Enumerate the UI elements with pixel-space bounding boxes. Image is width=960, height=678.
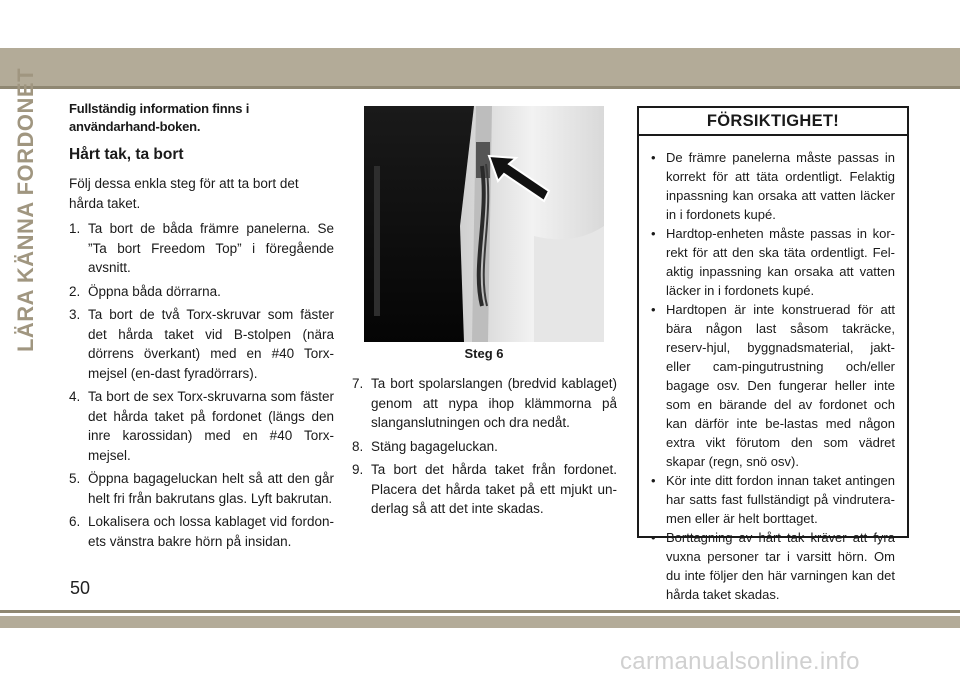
step-6 bbox=[69, 512, 334, 551]
step-7 bbox=[352, 374, 617, 433]
bullet-icon: • bbox=[651, 302, 656, 317]
step-1 bbox=[69, 219, 334, 278]
bottom-band-rule bbox=[0, 610, 960, 613]
step-text: Ta bort spolarslangen (bredvid kablaget) genom att nypa ihop klämmorna på slanganslutningen och dra nedåt. bbox=[371, 376, 617, 430]
bullet-icon: • bbox=[651, 226, 656, 241]
page-number: 50 bbox=[70, 578, 91, 598]
bottom-decorative-band bbox=[0, 616, 960, 628]
vehicle-interior-illustration bbox=[364, 106, 604, 342]
step-9 bbox=[352, 460, 617, 519]
step-5 bbox=[69, 469, 334, 508]
step-text: Ta bort de sex Torx-skruvarna som fäster det hårda taket på fordonet (längs den inre karossidan) med en #40 Torx-mejsel. bbox=[88, 389, 334, 463]
section-side-tab-label: LÄRA KÄNNA FORDONET bbox=[13, 67, 39, 353]
caution-list bbox=[639, 136, 907, 604]
step-text: Ta bort de båda främre panelerna. Se ”Ta bort Freedom Top” i föregående avsnitt. bbox=[88, 221, 334, 275]
top-band-rule bbox=[0, 86, 960, 89]
step-2 bbox=[69, 282, 334, 302]
left-column bbox=[69, 100, 334, 551]
bullet-icon: • bbox=[651, 530, 656, 545]
caution-item-text: Kör inte ditt fordon innan taket antingen har satts fast fullständigt på vindrutera-men eller är helt borttaget. bbox=[666, 473, 895, 526]
caution-item bbox=[651, 471, 895, 528]
caution-item bbox=[651, 528, 895, 604]
step-number: 6. bbox=[69, 514, 81, 529]
intro-paragraph: Följ dessa enkla steg för att ta bort det hårda taket. bbox=[69, 176, 299, 211]
middle-column bbox=[352, 370, 617, 519]
caution-item bbox=[651, 224, 895, 300]
bullet-icon: • bbox=[651, 473, 656, 488]
step-text: Öppna båda dörrarna. bbox=[88, 283, 221, 299]
section-side-tab bbox=[8, 67, 44, 353]
step-4 bbox=[69, 387, 334, 465]
step-number: 5. bbox=[69, 471, 81, 486]
watermark: carmanualsonline.info bbox=[620, 648, 860, 675]
section-heading: Hårt tak, ta bort bbox=[69, 146, 184, 163]
step-text: Lokalisera och lossa kablaget vid fordon-ets vänstra bakre hörn på insidan. bbox=[88, 514, 334, 549]
step-8 bbox=[352, 437, 617, 457]
caution-item-text: Hardtop-enheten måste passas in kor-rekt för att den ska täta ordentligt. Fel-aktig inpassning kan orsaka att vatten läcker in i fordonets kupé. bbox=[666, 226, 895, 298]
step-number: 7. bbox=[352, 376, 364, 391]
step-text: Ta bort de två Torx-skruvar som fäster det hårda taket vid B-stolpen (nära dörrens överkant) med en #40 Torx-mejsel (en-dast fyradörrars). bbox=[88, 307, 334, 381]
step-number: 4. bbox=[69, 389, 81, 404]
step-text: Öppna bagageluckan helt så att den går helt fri från bakrutans glas. Lyft bakrutan. bbox=[88, 471, 334, 506]
step-3 bbox=[69, 305, 334, 383]
step-number: 2. bbox=[69, 283, 81, 299]
caution-item-text: Hardtopen är inte konstruerad för att bära någon last såsom takräcke, reserv-hjul, byggnadsmaterial, jakt- eller cam-pingutrustning och/eller bagage osv. Den fungerar heller inte som en bärande del av fordonet och kan därför inte be-lastas med någon extra vikt förutom den som vädret skapar (regn, snö osv). bbox=[666, 302, 895, 469]
caution-box bbox=[637, 106, 909, 602]
caution-item-text: De främre panelerna måste passas in korrekt för att täta ordentligt. Felaktig inpassning kan orsaka att vatten läcker in i fordonets kupé. bbox=[666, 150, 895, 222]
intro-note: Fullständig information finns i användarhand-boken. bbox=[69, 101, 250, 134]
bullet-icon: • bbox=[651, 150, 656, 165]
step-number: 8. bbox=[352, 438, 364, 454]
step-number: 1. bbox=[69, 221, 81, 236]
caution-item bbox=[651, 300, 895, 471]
step-text: Ta bort det hårda taket från fordonet. Placera det hårda taket på ett mjukt un-derlag så att det inte skadas. bbox=[371, 462, 617, 516]
top-decorative-band bbox=[0, 48, 960, 86]
caution-item bbox=[651, 148, 895, 224]
caution-title: FÖRSIKTIGHET! bbox=[639, 108, 907, 136]
step-6-photo bbox=[364, 106, 604, 342]
figure-caption: Steg 6 bbox=[464, 346, 504, 361]
step-text: Stäng bagageluckan. bbox=[371, 438, 498, 454]
caution-item-text: Borttagning av hårt tak kräver att fyra vuxna personer tar i varsitt hörn. Om du inte följer den här varningen kan det hårda taket skadas. bbox=[666, 530, 895, 602]
step-number: 9. bbox=[352, 462, 364, 477]
step-number: 3. bbox=[69, 307, 81, 322]
